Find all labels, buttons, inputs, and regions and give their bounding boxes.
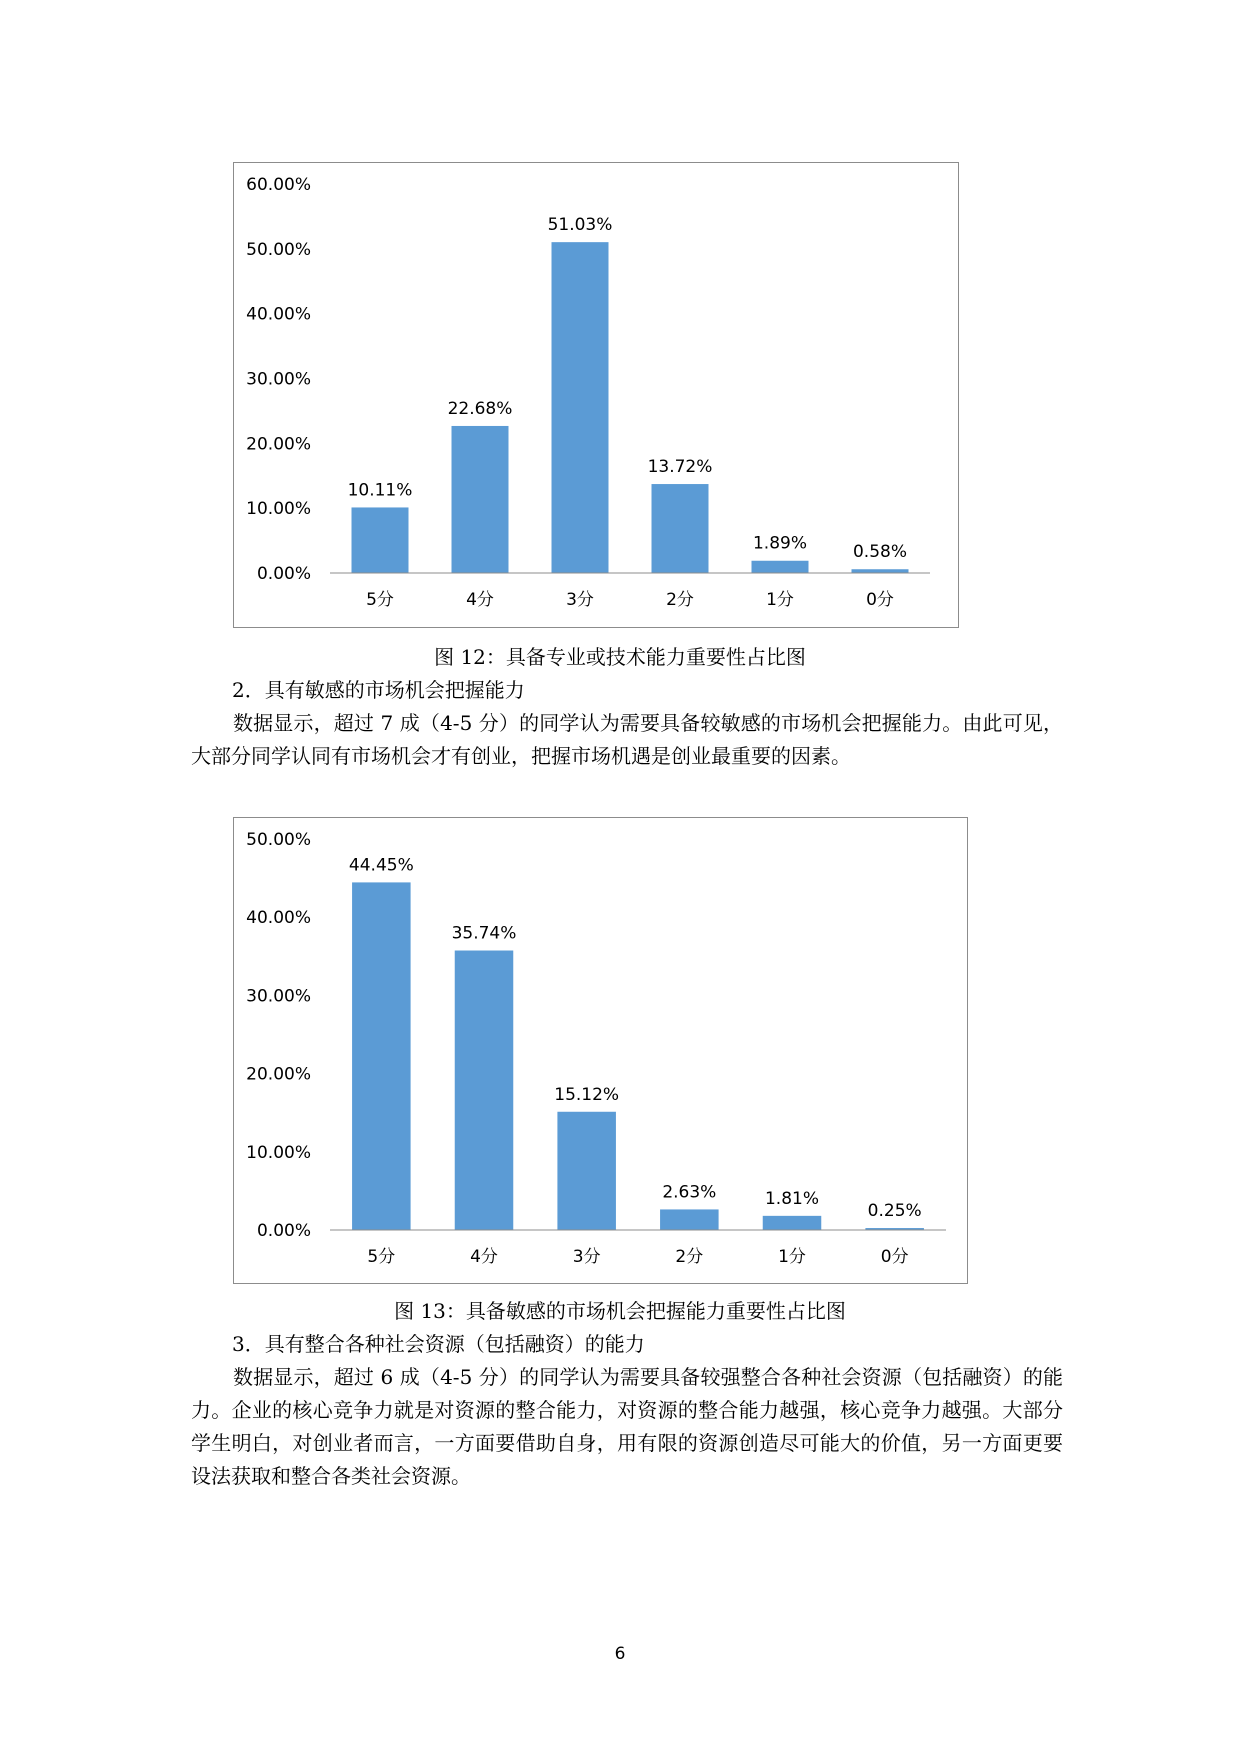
data-label: 0.58% (852, 542, 908, 563)
y-tick-label: 20.00% (246, 434, 311, 455)
page-number: 6 (614, 1644, 626, 1664)
category-label: 3分 (572, 1247, 601, 1267)
bar-1 (352, 507, 409, 573)
data-label: 1.81% (764, 1188, 820, 1209)
category-label: 3分 (566, 590, 594, 610)
data-label: 1.89% (752, 533, 808, 554)
bar-2 (455, 951, 514, 1230)
y-tick-label: 10.00% (246, 1142, 311, 1163)
y-tick-label: 60.00% (246, 175, 311, 195)
section-2-heading: 2．具有敏感的市场机会把握能力 (232, 678, 525, 702)
data-label: 2.63% (662, 1182, 717, 1203)
data-label: 15.12% (554, 1084, 620, 1105)
data-label: 0.25% (867, 1201, 922, 1222)
category-label: 0分 (880, 1247, 909, 1267)
figure-13-chart (233, 817, 968, 1284)
data-label: 35.74% (451, 923, 517, 944)
figure-12-caption: 图 12：具备专业或技术能力重要性占比图 (434, 645, 806, 669)
y-tick-label: 30.00% (246, 986, 311, 1007)
section-3-paragraph: 数据显示，超过 6 成（4-5 分）的同学认为需要具备较强整合各种社会资源（包括融资）的能力。企业的核心竞争力就是对资源的整合能力，对资源的整合能力越强，核心竞争力越强。大部分学生明白，对创业者而言，一方面要借助自身，用有限的资源创造尽可能大的价值，另一方面更要设法获取和整合各类社会资源。 (191, 1365, 1063, 1488)
figure-12-chart-svg (234, 163, 958, 627)
y-tick-label: 40.00% (246, 304, 311, 325)
bar-4 (652, 484, 709, 573)
category-label: 2分 (666, 590, 694, 610)
y-tick-label: 20.00% (246, 1064, 311, 1085)
y-tick-label: 50.00% (246, 239, 311, 260)
bar-6 (852, 569, 909, 573)
data-label: 22.68% (447, 398, 513, 419)
y-tick-label: 30.00% (246, 369, 311, 390)
bar-5 (752, 561, 809, 573)
figure-13-chart-svg (234, 818, 967, 1283)
data-label: 44.45% (348, 855, 414, 876)
section-3-heading: 3．具有整合各种社会资源（包括融资）的能力 (232, 1332, 645, 1356)
section-2-paragraph: 数据显示，超过 7 成（4-5 分）的同学认为需要具备较敏感的市场机会把握能力。由此可见，大部分同学认同有市场机会才有创业，把握市场机遇是创业最重要的因素。 (191, 711, 1063, 768)
bar-1 (352, 882, 411, 1230)
bar-5 (763, 1216, 822, 1230)
bar-2 (452, 426, 509, 573)
bar-4 (660, 1209, 719, 1230)
y-tick-label: 50.00% (246, 830, 311, 850)
y-tick-label: 0.00% (256, 564, 311, 584)
bar-3 (557, 1112, 616, 1230)
data-label: 51.03% (547, 215, 613, 236)
y-tick-label: 40.00% (246, 908, 311, 929)
category-label: 2分 (675, 1247, 704, 1267)
category-label: 5分 (367, 1247, 396, 1267)
category-label: 0分 (866, 590, 894, 610)
category-label: 5分 (366, 590, 394, 610)
y-tick-label: 10.00% (246, 499, 311, 520)
y-tick-label: 0.00% (256, 1221, 311, 1241)
bar-3 (552, 242, 609, 573)
category-label: 4分 (466, 590, 494, 610)
figure-13-caption: 图 13：具备敏感的市场机会把握能力重要性占比图 (394, 1299, 846, 1323)
category-label: 1分 (766, 590, 794, 610)
data-label: 13.72% (647, 457, 713, 478)
category-label: 1分 (778, 1247, 806, 1267)
figure-12-chart (233, 162, 959, 628)
data-label: 10.11% (347, 480, 413, 501)
category-label: 4分 (470, 1247, 498, 1267)
